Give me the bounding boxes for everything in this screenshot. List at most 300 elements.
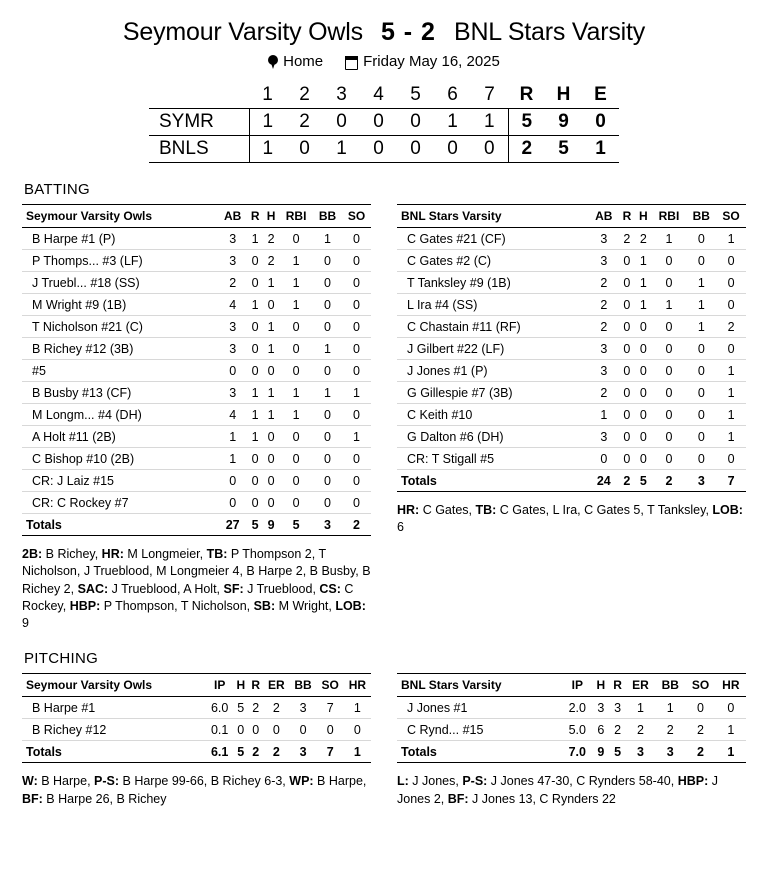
table-row[interactable] — [397, 294, 746, 316]
pitching-away-column — [22, 673, 371, 808]
col-r: R — [609, 674, 626, 697]
table-row[interactable] — [397, 360, 746, 382]
inning-header-2: 2 — [299, 84, 310, 105]
note-text: M Longmeier, — [123, 547, 207, 561]
player-name: B Richey #12 — [22, 719, 206, 741]
stat-cell: 0 — [263, 470, 279, 492]
totals-cell: 3 — [626, 741, 655, 763]
stat-cell: 2 — [619, 228, 635, 250]
stat-cell: 1 — [247, 404, 263, 426]
totals-cell: 3 — [313, 514, 342, 536]
table-row[interactable] — [397, 448, 746, 470]
runs-header: R — [519, 84, 534, 105]
note-text: 6 — [397, 520, 404, 535]
player-name: C Keith #10 — [397, 404, 589, 426]
stat-cell: 0 — [279, 316, 313, 338]
stat-cell: 0 — [716, 338, 746, 360]
totals-cell: 9 — [592, 741, 609, 763]
stat-cell: 0 — [313, 426, 342, 448]
away-runs: 5 — [508, 109, 545, 136]
col-ab: AB — [589, 205, 619, 228]
home-inning-6: 0 — [434, 136, 471, 163]
player-name: A Holt #11 (2B) — [22, 426, 218, 448]
col-bb: BB — [289, 674, 316, 697]
note-text: B Harpe, — [37, 774, 95, 789]
stat-cell: 1 — [716, 426, 746, 448]
stat-cell: 2 — [589, 294, 619, 316]
home-inning-4: 0 — [360, 136, 397, 163]
note-label: HR: — [101, 547, 124, 561]
stat-cell: 0 — [635, 426, 651, 448]
totals-cell: 2 — [619, 470, 635, 492]
stat-cell: 0 — [313, 272, 342, 294]
stat-cell: 0 — [652, 404, 687, 426]
stat-cell: 0 — [652, 316, 687, 338]
pitching-table-home — [397, 673, 746, 763]
away-inning-5: 0 — [397, 109, 434, 136]
stat-cell: 0 — [247, 492, 263, 514]
stat-cell: 2 — [263, 228, 279, 250]
stat-cell: 0 — [685, 697, 715, 719]
table-row[interactable] — [22, 492, 371, 514]
inning-header-1: 1 — [262, 84, 273, 105]
table-row[interactable] — [397, 316, 746, 338]
stat-cell: 0 — [247, 316, 263, 338]
stat-cell: 0 — [342, 470, 371, 492]
stat-cell: 1 — [635, 272, 651, 294]
batting-home-column — [397, 204, 746, 632]
player-name: B Richey #12 (3B) — [22, 338, 218, 360]
stat-cell: 0 — [652, 426, 687, 448]
table-row[interactable] — [22, 404, 371, 426]
stat-cell: 1 — [716, 404, 746, 426]
pitching-home-team-header: BNL Stars Varsity — [397, 674, 562, 697]
linescore-row-home — [149, 136, 619, 163]
stat-cell: 0 — [313, 250, 342, 272]
stat-cell: 0 — [289, 719, 316, 741]
col-hr: HR — [344, 674, 371, 697]
stat-cell: 1 — [344, 697, 371, 719]
batting-table-away — [22, 204, 371, 536]
pitching-section-title: PITCHING — [24, 650, 99, 668]
table-row[interactable] — [397, 382, 746, 404]
stat-cell: 1 — [716, 228, 746, 250]
stat-cell: 0 — [619, 404, 635, 426]
stat-cell: 3 — [218, 250, 247, 272]
stat-cell: 0 — [635, 338, 651, 360]
stat-cell: 0 — [686, 448, 716, 470]
col-hr: HR — [716, 674, 746, 697]
linescore-team-header — [149, 82, 249, 109]
away-inning-1: 1 — [249, 109, 286, 136]
note-label: TB: — [475, 503, 497, 517]
stat-cell: 0 — [619, 338, 635, 360]
stat-cell: 1 — [342, 382, 371, 404]
stat-cell: 1 — [279, 294, 313, 316]
table-row[interactable] — [397, 338, 746, 360]
stat-cell: 3 — [589, 250, 619, 272]
stat-cell: 0 — [218, 492, 247, 514]
stat-cell: 1 — [716, 719, 746, 741]
player-name: T Tanksley #9 (1B) — [397, 272, 589, 294]
col-h: H — [635, 205, 651, 228]
stat-cell: 3 — [218, 338, 247, 360]
stat-cell: 2 — [685, 719, 715, 741]
note-text: B Harpe, — [313, 774, 367, 789]
stat-cell: 0 — [342, 272, 371, 294]
stat-cell: 0 — [635, 316, 651, 338]
stat-cell: 1 — [247, 294, 263, 316]
table-row[interactable] — [22, 228, 371, 250]
stat-cell: 0 — [279, 470, 313, 492]
note-label: BF: — [22, 791, 43, 806]
totals-row — [22, 741, 371, 763]
table-row[interactable] — [397, 426, 746, 448]
stat-cell: 6.0 — [206, 697, 233, 719]
away-inning-4: 0 — [360, 109, 397, 136]
stat-cell: 0 — [279, 360, 313, 382]
stat-cell: 1 — [247, 382, 263, 404]
stat-cell: 0 — [279, 228, 313, 250]
table-row[interactable] — [397, 404, 746, 426]
stat-cell: 0 — [342, 492, 371, 514]
player-name: T Nicholson #21 (C) — [22, 316, 218, 338]
table-row[interactable] — [397, 719, 746, 741]
stat-cell: 0 — [652, 250, 687, 272]
col-ip: IP — [562, 674, 592, 697]
note-text: J Jones 47-30, C Rynders 58-40, — [487, 774, 678, 789]
col-r: R — [247, 205, 263, 228]
stat-cell: 1 — [626, 697, 655, 719]
stat-cell: 2 — [263, 697, 289, 719]
away-inning-7: 1 — [471, 109, 508, 136]
inning-header-3: 3 — [336, 84, 347, 105]
stat-cell: 0 — [342, 360, 371, 382]
stat-cell: 6 — [592, 719, 609, 741]
totals-cell: 2 — [248, 741, 263, 763]
stat-cell: 2 — [248, 697, 263, 719]
location-label: Home — [283, 53, 324, 70]
stat-cell: 1 — [313, 228, 342, 250]
stat-cell: 0 — [652, 448, 687, 470]
stat-cell: 2 — [635, 228, 651, 250]
stat-cell: 1 — [263, 404, 279, 426]
note-text: J Jones, — [408, 774, 463, 789]
stat-cell: 1 — [263, 382, 279, 404]
errors-header: E — [594, 84, 607, 105]
note-label: SAC: — [77, 581, 109, 596]
stat-cell: 3 — [609, 697, 626, 719]
linescore-container — [22, 82, 746, 163]
stat-cell: 0 — [716, 294, 746, 316]
table-row[interactable] — [22, 470, 371, 492]
stat-cell: 0 — [716, 272, 746, 294]
col-rbi: RBI — [279, 205, 313, 228]
note-label: P-S: — [94, 774, 120, 789]
score-header — [22, 18, 746, 47]
hits-header: H — [556, 84, 571, 105]
stat-cell: 0 — [247, 470, 263, 492]
totals-cell: 5 — [635, 470, 651, 492]
table-row[interactable] — [22, 250, 371, 272]
note-label: W: — [22, 774, 38, 789]
stat-cell: 1 — [652, 294, 687, 316]
stat-cell: 0 — [686, 228, 716, 250]
home-hits: 5 — [545, 136, 582, 163]
note-label: WP: — [289, 774, 314, 789]
stat-cell: 0 — [652, 360, 687, 382]
note-text: B Harpe 26, B Richey — [42, 791, 167, 806]
note-text: 9 — [22, 616, 29, 630]
table-row[interactable] — [397, 272, 746, 294]
stat-cell: 0 — [619, 272, 635, 294]
location-meta — [268, 53, 323, 70]
totals-cell: 27 — [218, 514, 247, 536]
note-label: BF: — [447, 791, 469, 806]
stat-cell: 0 — [619, 426, 635, 448]
stat-cell: 0 — [247, 250, 263, 272]
stat-cell: 0 — [313, 360, 342, 382]
stat-cell: 5 — [233, 697, 248, 719]
totals-cell: 5 — [279, 514, 313, 536]
batting-home-team-header: BNL Stars Varsity — [397, 205, 589, 228]
stat-cell: 0 — [686, 250, 716, 272]
stat-cell: 0 — [317, 719, 344, 741]
stat-cell: 1 — [247, 228, 263, 250]
note-label: HBP: — [677, 774, 709, 789]
linescore-table — [149, 82, 619, 163]
stat-cell: 3 — [589, 338, 619, 360]
stat-cell: 0 — [233, 719, 248, 741]
stat-cell: 0 — [686, 404, 716, 426]
stat-cell: 4 — [218, 294, 247, 316]
table-row[interactable] — [397, 250, 746, 272]
table-row[interactable] — [22, 426, 371, 448]
stat-cell: 0 — [263, 448, 279, 470]
totals-cell: 9 — [263, 514, 279, 536]
player-name: C Gates #2 (C) — [397, 250, 589, 272]
totals-cell: 7 — [317, 741, 344, 763]
player-name: C Chastain #11 (RF) — [397, 316, 589, 338]
home-inning-5: 0 — [397, 136, 434, 163]
away-errors: 0 — [582, 109, 619, 136]
stat-cell: 1 — [263, 338, 279, 360]
note-text: J Jones 13, C Rynders 22 — [468, 791, 616, 806]
stat-cell: 0 — [263, 426, 279, 448]
totals-cell: 2 — [342, 514, 371, 536]
pitching-away-body — [22, 697, 371, 763]
note-text: J Trueblood, A Holt, — [108, 581, 224, 596]
note-label: LOB: — [712, 503, 743, 517]
batting-section-title: BATTING — [24, 181, 90, 198]
stat-cell: 0 — [342, 404, 371, 426]
stat-cell: 0 — [686, 426, 716, 448]
stat-cell: 0.1 — [206, 719, 233, 741]
player-name: J Truebl... #18 (SS) — [22, 272, 218, 294]
stat-cell: 0 — [635, 360, 651, 382]
stat-cell: 0 — [342, 316, 371, 338]
stat-cell: 0 — [716, 448, 746, 470]
batting-columns — [22, 204, 746, 632]
stat-cell: 0 — [313, 316, 342, 338]
player-name: C Gates #21 (CF) — [397, 228, 589, 250]
totals-cell: 5 — [233, 741, 248, 763]
stat-cell: 3 — [218, 382, 247, 404]
pitching-home-body — [397, 697, 746, 763]
stat-cell: 1 — [218, 426, 247, 448]
stat-cell: 1 — [686, 316, 716, 338]
calendar-icon — [345, 55, 358, 68]
stat-cell: 0 — [279, 492, 313, 514]
table-row[interactable] — [22, 448, 371, 470]
note-text: J Jones 2, — [397, 774, 718, 806]
player-name: L Ira #4 (SS) — [397, 294, 589, 316]
totals-cell: 5 — [247, 514, 263, 536]
inning-header-6: 6 — [447, 84, 458, 105]
note-label: CS: — [319, 581, 341, 596]
home-inning-3: 1 — [323, 136, 360, 163]
stat-cell: 0 — [619, 448, 635, 470]
col-so: SO — [716, 205, 746, 228]
stat-cell: 1 — [218, 448, 247, 470]
stat-cell: 3 — [589, 360, 619, 382]
col-er: ER — [626, 674, 655, 697]
stat-cell: 3 — [589, 228, 619, 250]
table-header-row — [397, 674, 746, 697]
totals-row — [397, 741, 746, 763]
stat-cell: 0 — [344, 719, 371, 741]
stat-cell: 2 — [626, 719, 655, 741]
player-name: M Wright #9 (1B) — [22, 294, 218, 316]
stat-cell: 0 — [652, 272, 687, 294]
home-runs: 2 — [508, 136, 545, 163]
stat-cell: 1 — [279, 250, 313, 272]
stat-cell: 0 — [313, 470, 342, 492]
stat-cell: 2 — [655, 719, 685, 741]
table-row[interactable] — [22, 697, 371, 719]
stat-cell: 0 — [342, 228, 371, 250]
stat-cell: 2 — [589, 272, 619, 294]
player-name: M Longm... #4 (DH) — [22, 404, 218, 426]
player-name: G Gillespie #7 (3B) — [397, 382, 589, 404]
totals-label: Totals — [22, 741, 206, 763]
col-so: SO — [317, 674, 344, 697]
stat-cell: 1 — [635, 294, 651, 316]
table-header-row — [22, 205, 371, 228]
stat-cell: 0 — [279, 426, 313, 448]
stat-cell: 2.0 — [562, 697, 592, 719]
stat-cell: 1 — [589, 404, 619, 426]
stat-cell: 0 — [313, 294, 342, 316]
stat-cell: 0 — [247, 448, 263, 470]
linescore-team-away: SYMR — [149, 109, 249, 136]
stat-cell: 2 — [609, 719, 626, 741]
totals-cell: 2 — [652, 470, 687, 492]
stat-cell: 0 — [247, 338, 263, 360]
stat-cell: 1 — [313, 382, 342, 404]
home-errors: 1 — [582, 136, 619, 163]
linescore-team-home: BNLS — [149, 136, 249, 163]
stat-cell: 0 — [652, 338, 687, 360]
stat-cell: 0 — [635, 448, 651, 470]
col-bb: BB — [686, 205, 716, 228]
stat-cell: 7 — [317, 697, 344, 719]
batting-away-column — [22, 204, 371, 632]
totals-cell: 7 — [716, 470, 746, 492]
note-label: SB: — [253, 598, 276, 613]
col-ab: AB — [218, 205, 247, 228]
stat-cell: 0 — [652, 382, 687, 404]
stat-cell: 0 — [248, 719, 263, 741]
stat-cell: 0 — [716, 250, 746, 272]
stat-cell: 0 — [619, 316, 635, 338]
table-row[interactable] — [22, 719, 371, 741]
stat-cell: 0 — [263, 492, 279, 514]
stat-cell: 1 — [342, 426, 371, 448]
totals-label: Totals — [22, 514, 218, 536]
table-row[interactable] — [22, 316, 371, 338]
note-text: C Rockey, — [22, 581, 354, 613]
stat-cell: 1 — [686, 294, 716, 316]
stat-cell: 0 — [619, 250, 635, 272]
table-row[interactable] — [22, 338, 371, 360]
totals-cell: 7.0 — [562, 741, 592, 763]
note-text: C Gates, — [419, 503, 476, 517]
pitching-away-team-header: Seymour Varsity Owls — [22, 674, 206, 697]
batting-away-notes — [22, 546, 371, 632]
stat-cell: 0 — [313, 404, 342, 426]
away-inning-2: 2 — [286, 109, 323, 136]
stat-cell: 1 — [263, 316, 279, 338]
away-inning-3: 0 — [323, 109, 360, 136]
stat-cell: 0 — [686, 360, 716, 382]
stat-cell: 0 — [313, 492, 342, 514]
col-h: H — [263, 205, 279, 228]
linescore-header-row — [149, 82, 619, 109]
totals-cell: 24 — [589, 470, 619, 492]
stat-cell: 0 — [247, 360, 263, 382]
totals-cell: 1 — [344, 741, 371, 763]
col-so: SO — [342, 205, 371, 228]
away-hits: 9 — [545, 109, 582, 136]
home-inning-7: 0 — [471, 136, 508, 163]
pitching-home-column — [397, 673, 746, 808]
col-er: ER — [263, 674, 289, 697]
table-row[interactable] — [22, 382, 371, 404]
stat-cell: 0 — [313, 448, 342, 470]
stat-cell: 0 — [342, 338, 371, 360]
stat-cell: 3 — [218, 316, 247, 338]
table-row[interactable] — [397, 228, 746, 250]
table-row[interactable] — [22, 360, 371, 382]
pitching-home-notes — [397, 773, 746, 808]
table-row[interactable] — [397, 697, 746, 719]
note-label: SF: — [223, 581, 244, 596]
stat-cell: 0 — [279, 338, 313, 360]
table-row[interactable] — [22, 272, 371, 294]
player-name: #5 — [22, 360, 218, 382]
home-team-name: BNL Stars Varsity — [453, 18, 646, 46]
away-team-name: Seymour Varsity Owls — [122, 18, 363, 46]
player-name: J Gilbert #22 (LF) — [397, 338, 589, 360]
stat-cell: 0 — [342, 294, 371, 316]
totals-cell: 3 — [686, 470, 716, 492]
table-row[interactable] — [22, 294, 371, 316]
date-label: Friday May 16, 2025 — [363, 53, 500, 70]
stat-cell: 0 — [218, 470, 247, 492]
stat-cell: 2 — [263, 250, 279, 272]
stat-cell: 0 — [619, 294, 635, 316]
